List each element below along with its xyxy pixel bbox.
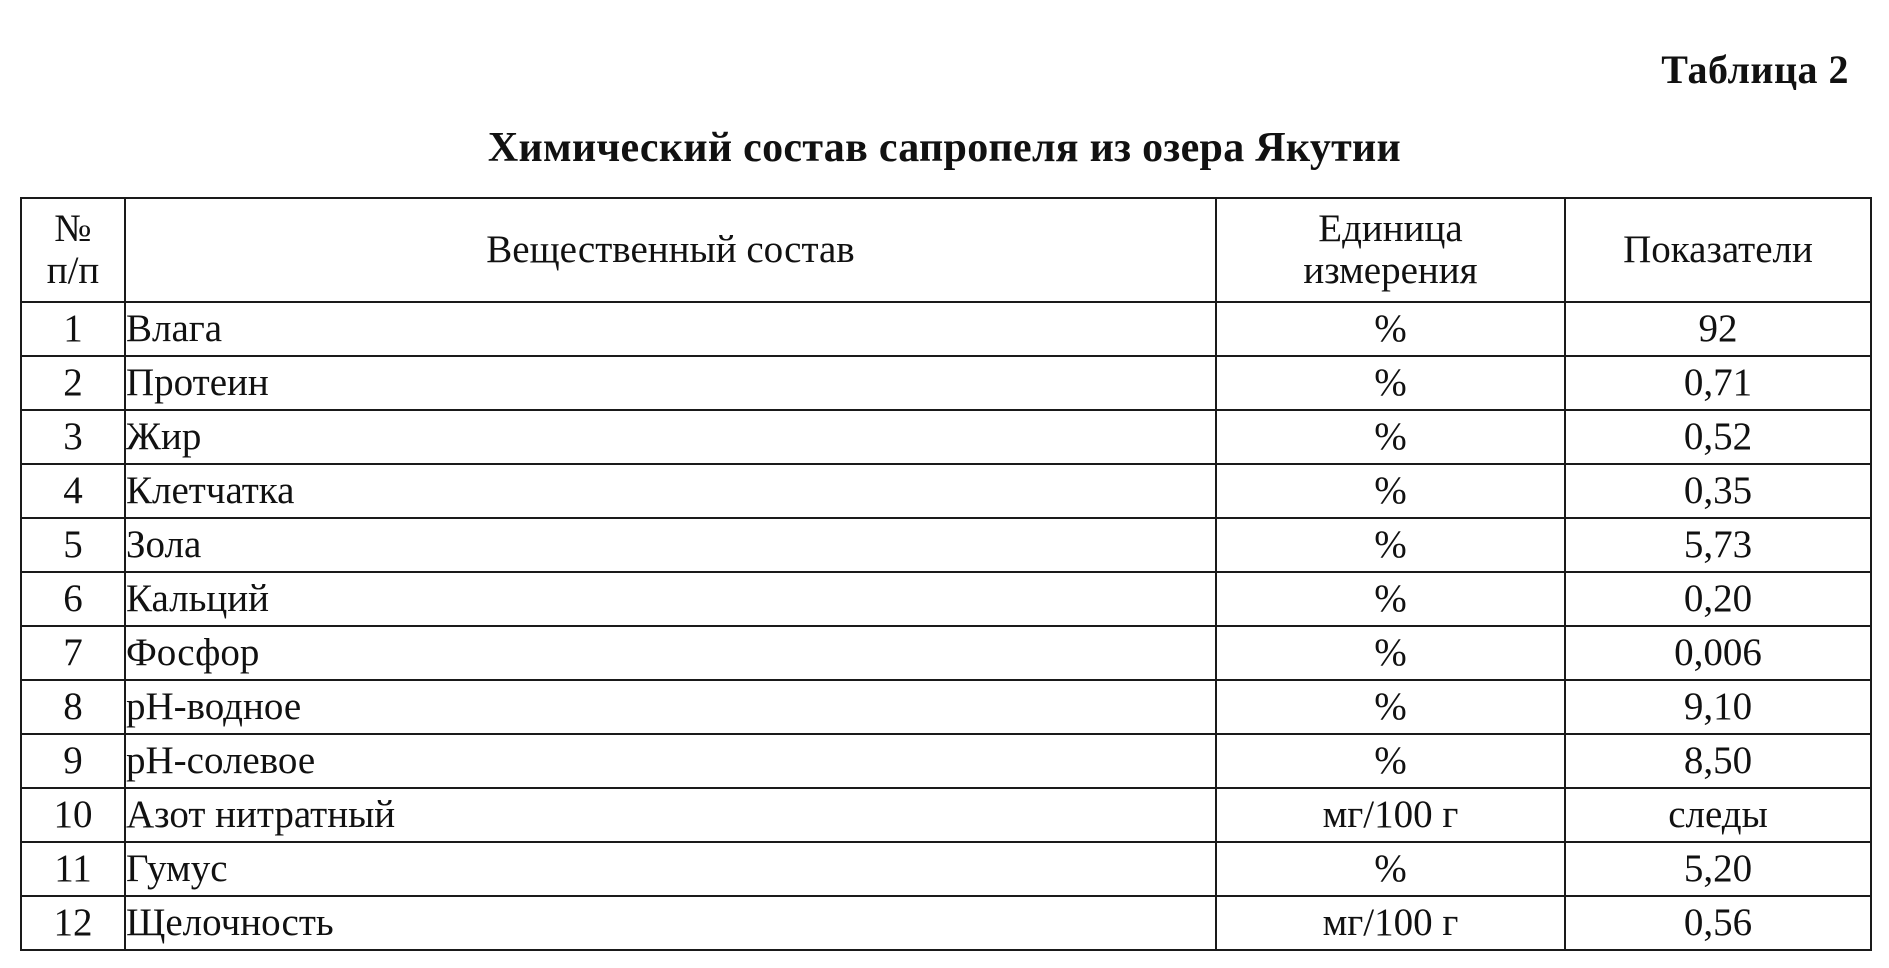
- table-row: [21, 896, 1871, 950]
- row-unit: %: [1216, 410, 1565, 464]
- row-value: 0,35: [1565, 464, 1871, 518]
- row-number: 9: [21, 734, 125, 788]
- row-substance: Щелочность: [125, 896, 1216, 950]
- table-number: Таблица 2: [1661, 47, 1849, 92]
- row-unit: %: [1216, 842, 1565, 896]
- row-number: 4: [21, 464, 125, 518]
- row-value: 9,10: [1565, 680, 1871, 734]
- header-unit-line1: Единица: [1318, 206, 1463, 250]
- row-substance: Фосфор: [125, 626, 1216, 680]
- row-substance: Кальций: [125, 572, 1216, 626]
- row-number: 11: [21, 842, 125, 896]
- table-row: [21, 410, 1871, 464]
- row-value: 0,71: [1565, 356, 1871, 410]
- table-row: [21, 842, 1871, 896]
- row-value: 8,50: [1565, 734, 1871, 788]
- header-value: Показатели: [1565, 198, 1871, 302]
- row-value: 92: [1565, 302, 1871, 356]
- row-unit: %: [1216, 302, 1565, 356]
- table-row: [21, 464, 1871, 518]
- row-unit: %: [1216, 734, 1565, 788]
- row-number: 10: [21, 788, 125, 842]
- row-number: 6: [21, 572, 125, 626]
- row-substance: Клетчатка: [125, 464, 1216, 518]
- row-number: 1: [21, 302, 125, 356]
- header-unit: [1216, 198, 1565, 302]
- row-unit: %: [1216, 680, 1565, 734]
- table-header-row: [21, 198, 1871, 302]
- table-row: [21, 356, 1871, 410]
- row-value: 0,56: [1565, 896, 1871, 950]
- row-substance: Влага: [125, 302, 1216, 356]
- header-number-line2: п/п: [46, 249, 100, 292]
- table-row: [21, 302, 1871, 356]
- row-substance: pH-солевое: [125, 734, 1216, 788]
- composition-table: [20, 197, 1872, 951]
- row-number: 3: [21, 410, 125, 464]
- row-unit: мг/100 г: [1216, 788, 1565, 842]
- table-row: [21, 626, 1871, 680]
- row-substance: Протеин: [125, 356, 1216, 410]
- row-substance: Азот нитратный: [125, 788, 1216, 842]
- row-unit: %: [1216, 572, 1565, 626]
- row-number: 5: [21, 518, 125, 572]
- row-value: 0,006: [1565, 626, 1871, 680]
- table-row: [21, 788, 1871, 842]
- row-unit: %: [1216, 626, 1565, 680]
- row-value: 0,20: [1565, 572, 1871, 626]
- table-row: [21, 572, 1871, 626]
- row-unit: %: [1216, 518, 1565, 572]
- row-value: 5,20: [1565, 842, 1871, 896]
- row-substance: Гумус: [125, 842, 1216, 896]
- row-number: 12: [21, 896, 125, 950]
- row-substance: Жир: [125, 410, 1216, 464]
- row-value: следы: [1565, 788, 1871, 842]
- table-row: [21, 734, 1871, 788]
- header-number: [21, 198, 125, 302]
- row-number: 7: [21, 626, 125, 680]
- table-title: Химический состав сапропеля из озера Якутии: [487, 125, 1402, 171]
- table-row: [21, 518, 1871, 572]
- table-row: [21, 680, 1871, 734]
- row-number: 2: [21, 356, 125, 410]
- row-unit: мг/100 г: [1216, 896, 1565, 950]
- row-number: 8: [21, 680, 125, 734]
- row-unit: %: [1216, 356, 1565, 410]
- header-number-line1: №: [54, 206, 92, 250]
- row-substance: Зола: [125, 518, 1216, 572]
- row-value: 5,73: [1565, 518, 1871, 572]
- header-composition: Вещественный состав: [125, 198, 1216, 302]
- row-substance: pH-водное: [125, 680, 1216, 734]
- header-unit-line2: измерения: [1303, 249, 1478, 292]
- row-unit: %: [1216, 464, 1565, 518]
- row-value: 0,52: [1565, 410, 1871, 464]
